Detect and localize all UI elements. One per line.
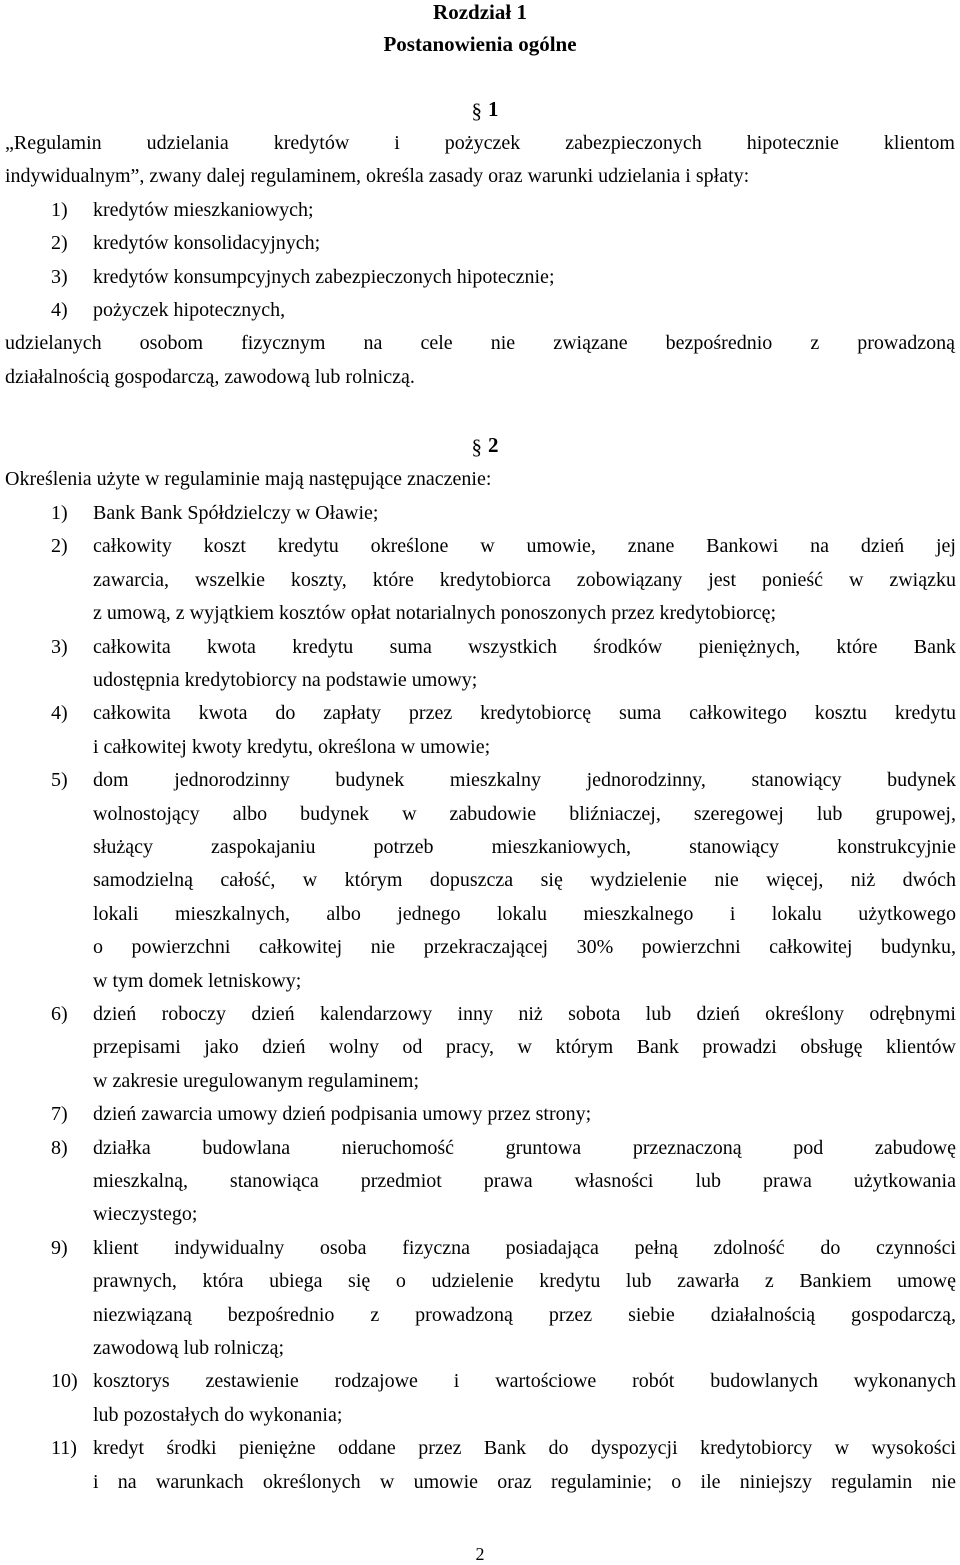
list-item: 3) kredytów konsumpcyjnych zabezpieczonych hipotecznie; xyxy=(51,266,555,288)
definition-number: 2) xyxy=(51,535,68,558)
definition-item xyxy=(51,1365,956,1432)
definition-line: lokali mieszkalnych, albo jednego lokalu mieszkalnego i lokalu użytkowego xyxy=(93,902,956,925)
definition-line: udostępnia kredytobiorcy na podstawie umowy; xyxy=(93,669,478,691)
definition-number: 7) xyxy=(51,1103,68,1126)
section-2-intro: Określenia użyte w regulaminie mają następujące znaczenie: xyxy=(5,468,492,490)
definition-line: lub pozostałych do wykonania; xyxy=(93,1403,343,1426)
definition-line: działka budowlana nieruchomość gruntowa przeznaczoną pod zabudowę xyxy=(93,1136,956,1159)
definition-line: dom jednorodzinny budynek mieszkalny jednorodzinny, stanowiący budynek xyxy=(93,769,956,792)
definition-number: 6) xyxy=(51,1003,68,1025)
definition-line: przepisami jako dzień wolny od pracy, w którym Bank prowadzi obsługę klientów xyxy=(93,1036,956,1059)
section-1-closing xyxy=(5,327,955,360)
definition-item xyxy=(51,998,956,1098)
definition-item xyxy=(51,1432,956,1499)
section-1-intro-cont xyxy=(5,160,955,193)
definition-text xyxy=(93,497,956,530)
definition-line: o powierzchni całkowitej nie przekraczającej 30% powierzchni całkowitej budynku, xyxy=(93,936,956,959)
definition-line: kosztorys zestawienie rodzajowe i wartościowe robót budowlanych wykonanych xyxy=(93,1370,956,1393)
definition-line: całkowita kwota do zapłaty przez kredytobiorcę suma całkowitego kosztu kredytu xyxy=(93,702,956,725)
chapter-subtitle: Postanowienia ogólne xyxy=(383,32,577,56)
definition-item xyxy=(51,697,956,764)
section-sign-icon: § xyxy=(471,435,482,459)
page-number: 2 xyxy=(475,1544,485,1564)
definition-item xyxy=(51,497,956,530)
definition-text xyxy=(93,764,956,998)
section-2-marker xyxy=(0,433,960,459)
section-1-intro-line-2: indywidualnym”, zwany dalej regulaminem, określa zasady oraz warunki udzielania i spłaty: xyxy=(5,165,750,187)
definition-line: wolnostojący albo budynek w zabudowie bliźniaczej, szeregowej lub grupowej, xyxy=(93,802,956,825)
definition-line: niezwiązaną bezpośrednio z prowadzoną przez siebie działalnością gospodarczą, xyxy=(93,1303,956,1326)
definition-item xyxy=(51,1132,956,1232)
definition-item xyxy=(51,631,956,698)
definition-number: 8) xyxy=(51,1136,68,1159)
definition-line: Bank Bank Spółdzielczy w Oławie; xyxy=(93,502,379,524)
definition-line: zawarcia, wszelkie koszty, które kredytobiorca zobowiązany jest ponieść w związku xyxy=(93,568,956,591)
list-item: 4) pożyczek hipotecznych, xyxy=(51,299,286,321)
section-1-intro-line-1: „Regulamin udzielania kredytów i pożyczek zabezpieczonych hipotecznie klientom xyxy=(5,132,955,154)
definition-text xyxy=(93,631,956,698)
definition-line: prawnych, która ubiega się o udzielenie kredytu lub zawarła z Bankiem umowę xyxy=(93,1270,956,1293)
definition-text xyxy=(93,1132,956,1232)
section-1-closing-line-2: działalnością gospodarczą, zawodową lub rolniczą. xyxy=(5,366,415,388)
definition-number: 9) xyxy=(51,1236,68,1259)
definition-line: i całkowitej kwoty kredytu, określona w umowie; xyxy=(93,735,491,758)
definition-line: służący zaspokajaniu potrzeb mieszkaniowych, stanowiący konstrukcyjnie xyxy=(93,836,956,858)
definition-text xyxy=(93,697,956,764)
definition-text xyxy=(93,1098,956,1131)
section-sign-icon: § xyxy=(471,99,482,123)
definition-number: 5) xyxy=(51,769,68,792)
definition-number: 11) xyxy=(51,1437,77,1460)
section-1-closing-line-1: udzielanych osobom fizycznym na cele nie związane bezpośrednio z prowadzoną xyxy=(5,332,955,354)
definition-text xyxy=(93,1232,956,1366)
definition-item xyxy=(51,1232,956,1366)
definition-text xyxy=(93,1365,956,1432)
definition-number: 1) xyxy=(51,502,68,524)
section-2-number: 2 xyxy=(488,433,499,457)
definition-line: całkowity koszt kredytu określone w umowie, znane Bankowi na dzień jej xyxy=(93,535,956,558)
definition-line: i na warunkach określonych w umowie oraz regulaminie; o ile niniejszy regulamin nie xyxy=(93,1470,956,1493)
definition-number: 3) xyxy=(51,635,68,658)
definition-line: w tym domek letniskowy; xyxy=(93,969,302,992)
definition-item xyxy=(51,1098,956,1131)
definition-line: samodzielną całość, w którym dopuszcza się wydzielenie nie więcej, niż dwóch xyxy=(93,869,956,892)
definition-line: dzień zawarcia umowy dzień podpisania umowy przez strony; xyxy=(93,1103,592,1126)
list-item: 2) kredytów konsolidacyjnych; xyxy=(51,232,321,254)
list-item: 1) kredytów mieszkaniowych; xyxy=(51,199,314,221)
section-1-intro xyxy=(5,127,955,160)
definition-number: 4) xyxy=(51,702,68,725)
definition-line: wieczystego; xyxy=(93,1203,198,1226)
definition-line: klient indywidualny osoba fizyczna posiadająca pełną zdolność do czynności xyxy=(93,1236,956,1259)
definition-text xyxy=(93,998,956,1098)
section-1-closing-cont xyxy=(5,361,955,394)
definition-text xyxy=(93,1432,956,1499)
definition-number: 10) xyxy=(51,1370,78,1393)
definition-item xyxy=(51,530,956,630)
section-1-marker xyxy=(0,97,960,123)
definition-text xyxy=(93,530,956,630)
definition-line: mieszkalną, stanowiąca przedmiot prawa własności lub prawa użytkowania xyxy=(93,1170,956,1192)
chapter-title: Rozdział 1 xyxy=(433,0,527,24)
section-1-number: 1 xyxy=(488,97,499,121)
definition-line: całkowita kwota kredytu suma wszystkich środków pieniężnych, które Bank xyxy=(93,635,956,658)
definition-line: zawodową lub rolniczą; xyxy=(93,1337,285,1360)
definition-line: z umową, z wyjątkiem kosztów opłat notarialnych ponoszonych przez kredytobiorcę; xyxy=(93,602,777,625)
definition-line: kredyt środki pieniężne oddane przez Bank do dyspozycji kredytobiorcy w wysokości xyxy=(93,1437,956,1460)
definition-line: dzień roboczy dzień kalendarzowy inny niż sobota lub dzień określony odrębnymi xyxy=(93,1003,956,1025)
definition-line: w zakresie uregulowanym regulaminem; xyxy=(93,1069,419,1092)
definition-item xyxy=(51,764,956,998)
